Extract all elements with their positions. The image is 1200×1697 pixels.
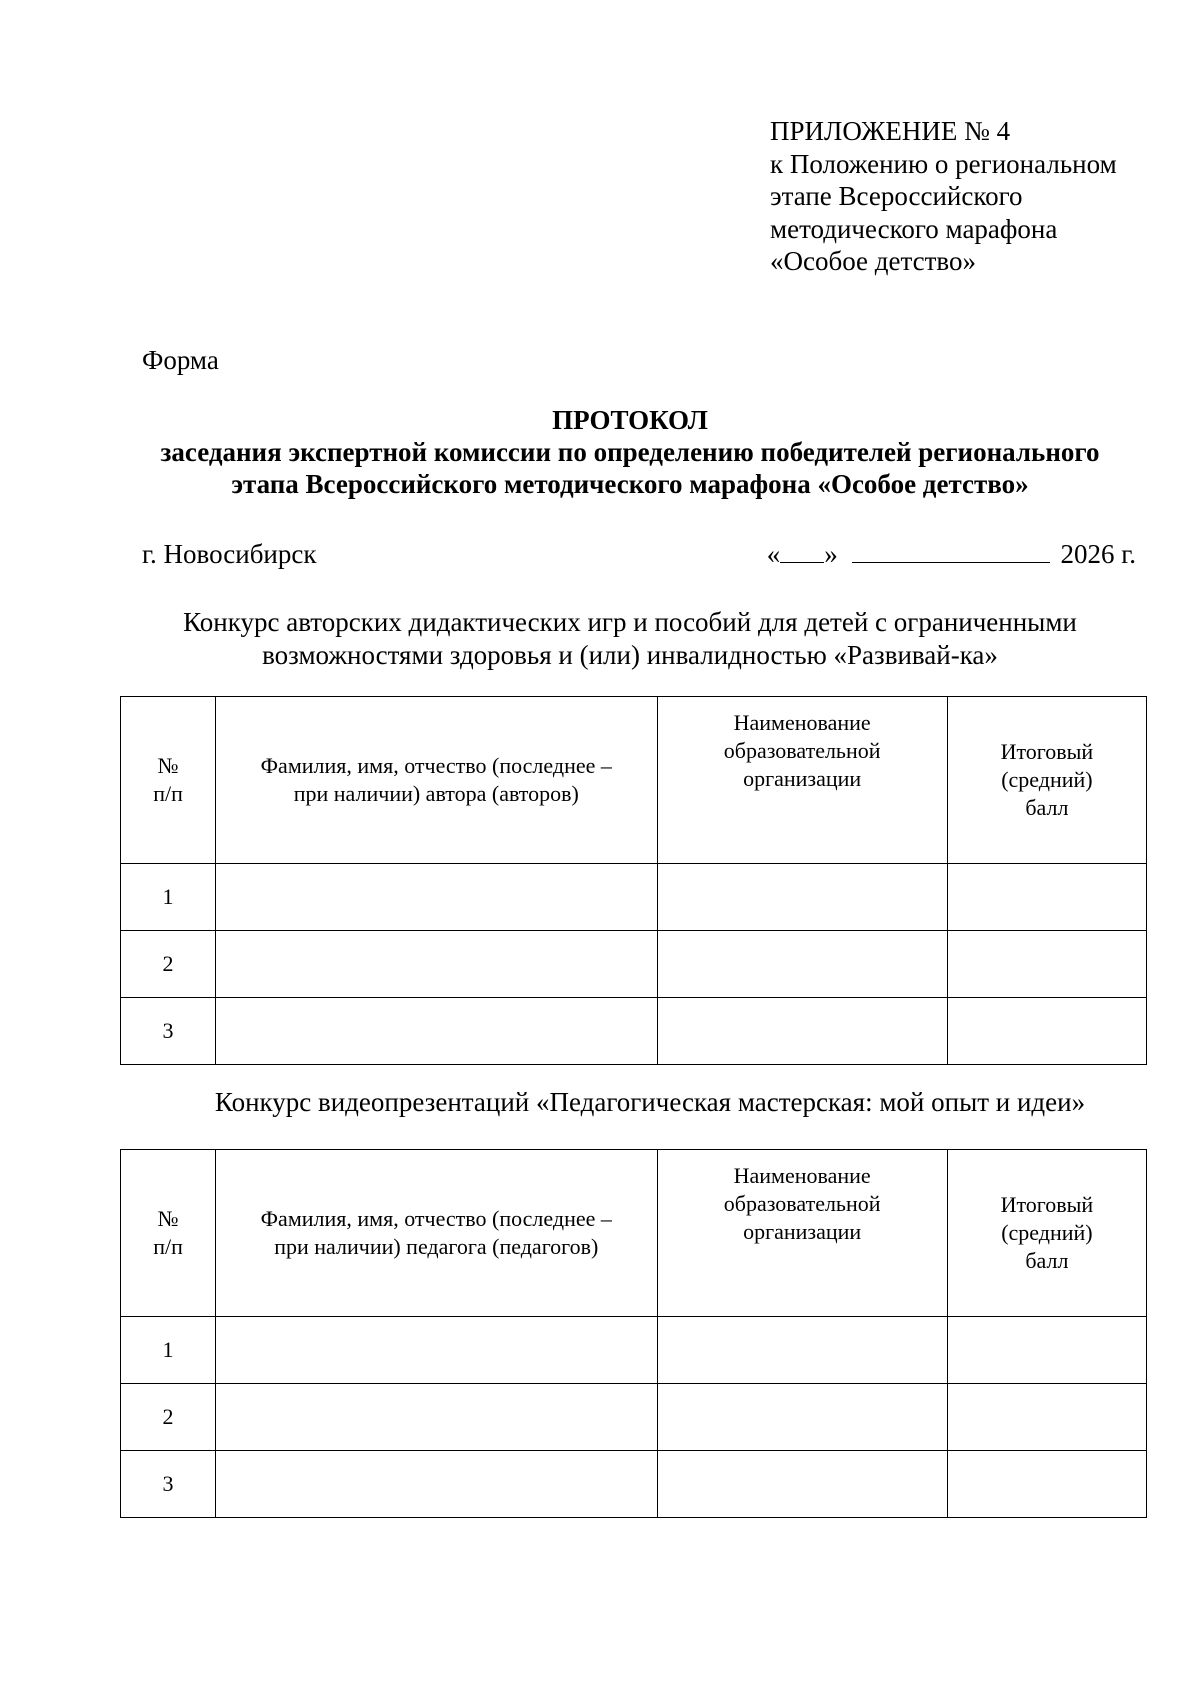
appendix-line: методического марафона <box>770 213 1058 244</box>
author-cell[interactable] <box>216 931 657 998</box>
header-text: балл <box>1025 1248 1069 1273</box>
contest-title-line: возможностями здоровья и (или) инвалидностью «Развивай-ка» <box>262 640 998 670</box>
place-label: г. Новосибирск <box>142 539 317 569</box>
header-text: Наименование <box>733 1163 871 1188</box>
header-text: образовательной <box>723 1191 881 1216</box>
appendix-line: этапе Всероссийского <box>770 181 1023 211</box>
header-cell-author <box>216 697 657 864</box>
row-number: 3 <box>121 1451 216 1518</box>
header-text: (средний) <box>1001 767 1093 792</box>
date-open-quote: « <box>766 539 781 569</box>
teacher-cell[interactable] <box>216 1317 657 1384</box>
document-title <box>130 404 1130 500</box>
row-number: 1 <box>121 864 216 931</box>
table-row <box>121 931 1147 998</box>
header-cell-organization <box>657 1150 947 1317</box>
header-text: Фамилия, имя, отчество (последнее – <box>260 1206 612 1231</box>
row-number: 2 <box>121 1384 216 1451</box>
score-cell[interactable] <box>947 998 1146 1065</box>
header-cell-number <box>121 697 216 864</box>
header-text: балл <box>1025 795 1069 820</box>
header-text: Итоговый <box>1000 739 1094 764</box>
date-close-quote: » <box>824 539 838 569</box>
organization-cell[interactable] <box>657 1384 947 1451</box>
teacher-cell[interactable] <box>216 1451 657 1518</box>
header-text: Итоговый <box>1000 1192 1094 1217</box>
title-subtitle-line: заседания экспертной комиссии по определению победителей регионального <box>160 437 1100 467</box>
row-number: 1 <box>121 1317 216 1384</box>
date-day-blank[interactable] <box>780 538 824 563</box>
form-label: Форма <box>142 345 219 375</box>
appendix-block <box>770 115 1170 278</box>
table-row <box>121 1317 1147 1384</box>
header-cell-score <box>947 1150 1146 1317</box>
date-month-blank[interactable] <box>852 538 1050 563</box>
header-text: № <box>157 753 179 778</box>
header-text: при наличии) автора (авторов) <box>293 781 579 806</box>
header-cell-score <box>947 697 1146 864</box>
organization-cell[interactable] <box>657 1451 947 1518</box>
date-line <box>767 538 1136 570</box>
author-cell[interactable] <box>216 864 657 931</box>
header-text: образовательной <box>723 738 881 763</box>
contest-title-line: Конкурс авторских дидактических игр и пособий для детей с ограниченными <box>183 607 1077 637</box>
organization-cell[interactable] <box>657 998 947 1065</box>
header-cell-organization <box>657 697 947 864</box>
score-cell[interactable] <box>947 931 1146 998</box>
appendix-line: ПРИЛОЖЕНИЕ № 4 <box>770 116 1011 146</box>
score-cell[interactable] <box>947 1451 1146 1518</box>
results-table <box>120 696 1147 1065</box>
organization-cell[interactable] <box>657 931 947 998</box>
header-text: Фамилия, имя, отчество (последнее – <box>260 753 612 778</box>
header-text: (средний) <box>1001 1220 1093 1245</box>
date-year: 2026 г. <box>1060 539 1136 569</box>
header-text: № <box>157 1206 179 1231</box>
contest-title-line: Конкурс видеопрезентаций «Педагогическая мастерская: мой опыт и идеи» <box>214 1087 1086 1117</box>
header-cell-teacher <box>216 1150 657 1317</box>
author-cell[interactable] <box>216 998 657 1065</box>
header-text: организации <box>743 766 862 791</box>
contest-title <box>130 606 1130 672</box>
score-cell[interactable] <box>947 1384 1146 1451</box>
row-number: 2 <box>121 931 216 998</box>
appendix-line: к Положению о региональном <box>770 148 1117 179</box>
header-text: Наименование <box>733 710 871 735</box>
header-text: при наличии) педагога (педагогов) <box>274 1234 599 1259</box>
score-cell[interactable] <box>947 1317 1146 1384</box>
title-heading: ПРОТОКОЛ <box>552 405 708 435</box>
organization-cell[interactable] <box>657 864 947 931</box>
header-cell-number <box>121 1150 216 1317</box>
table-row <box>121 998 1147 1065</box>
table-row <box>121 1451 1147 1518</box>
row-number: 3 <box>121 998 216 1065</box>
table-row <box>121 864 1147 931</box>
table-row <box>121 1384 1147 1451</box>
header-text: п/п <box>153 1234 183 1259</box>
score-cell[interactable] <box>947 864 1146 931</box>
teacher-cell[interactable] <box>216 1384 657 1451</box>
table-header-row <box>121 1150 1147 1317</box>
appendix-line: «Особое детство» <box>770 246 976 276</box>
header-text: п/п <box>153 781 183 806</box>
header-text: организации <box>743 1219 862 1244</box>
results-table <box>120 1149 1147 1518</box>
contest-title <box>150 1086 1150 1119</box>
organization-cell[interactable] <box>657 1317 947 1384</box>
title-subtitle-line: этапа Всероссийского методического марафона «Особое детство» <box>231 469 1029 499</box>
table-header-row <box>121 697 1147 864</box>
